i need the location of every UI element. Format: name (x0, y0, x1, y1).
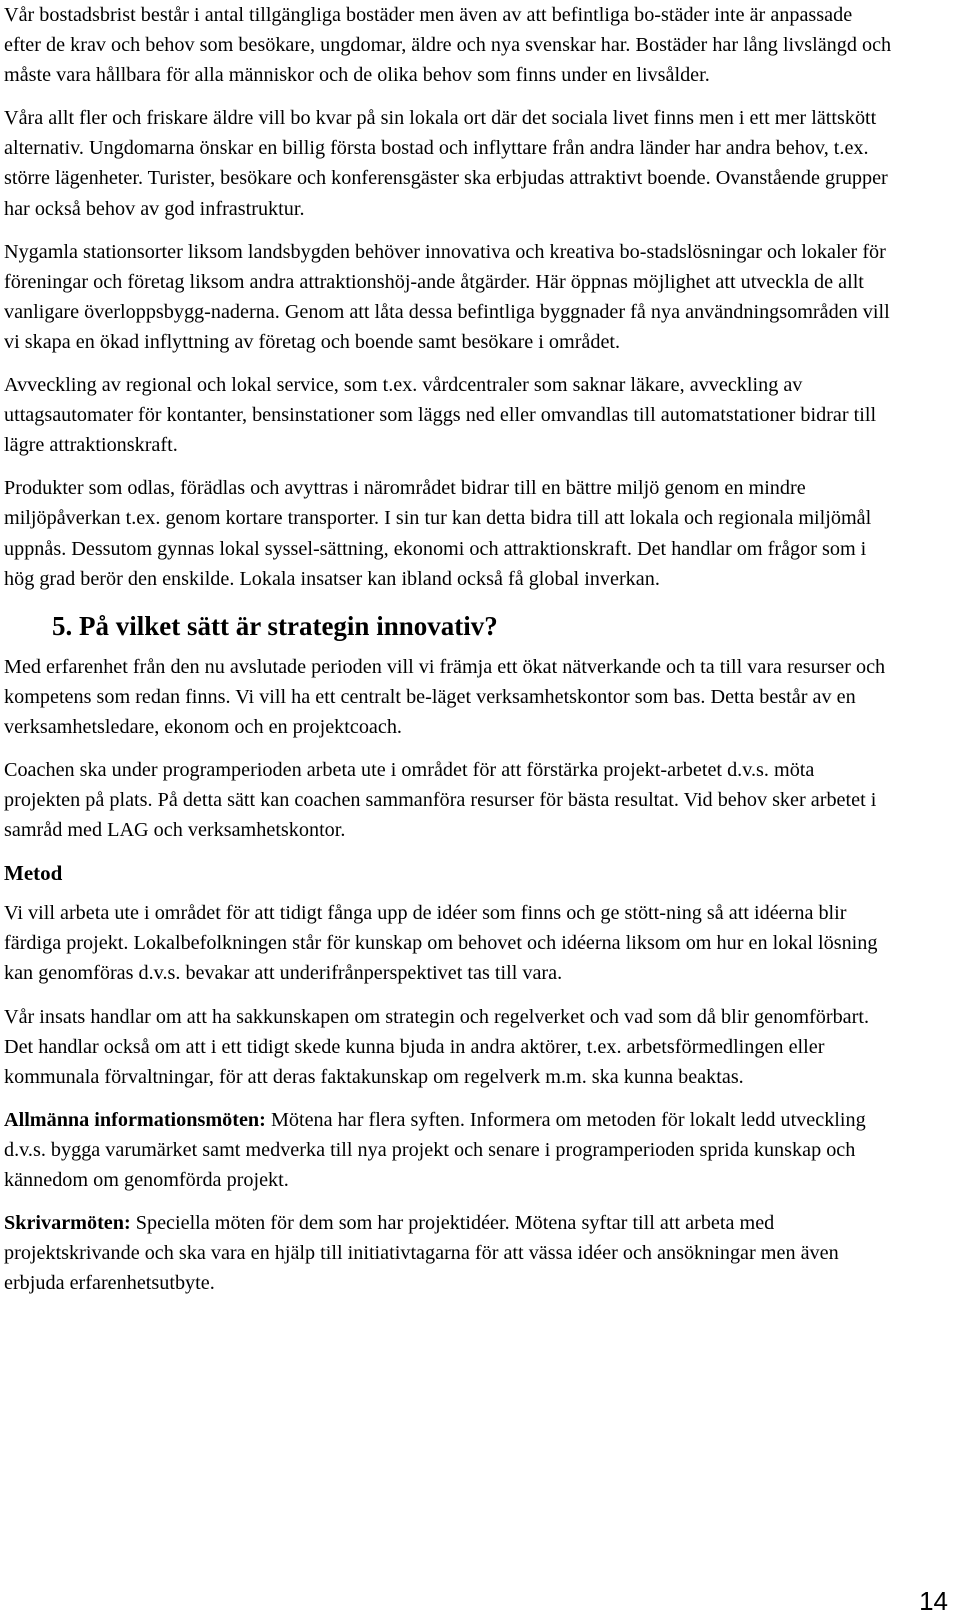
paragraph-method-expertise: Vår insats handlar om att ha sakkunskapen om strategin och regelverket och vad som då blir genomförbart. Det handlar också om att i ett tidigt skede kunna bjuda in andra aktörer, t.ex. arbetsförmedlingen eller kommunala förvaltningar, för att deras faktakunskap om regelverk m.m. ska kunna beaktas. (4, 1005, 869, 1088)
paragraph-station-towns: Nygamla stationsorter liksom landsbygden behöver innovativa och kreativa bo-stadslösningar och lokaler för föreningar och företag liksom andra attraktionshöj-ande åtgärder. Här öppnas möjlighet att utveckla de allt vanligare överloppsbygg-naderna. Genom att låta dessa befintliga byggnader få nya användningsområden vill vi skapa en ökad inflyttning av företag och boende samt besökare i området. (4, 240, 890, 353)
paragraph-experience: Med erfarenhet från den nu avslutade perioden vill vi främja ett ökat nätverkande och ta till vara resurser och kompetens som redan finns. Vi vill ha ett centralt be-läget verksamhetskontor som bas. Detta består av en verksamhetsledare, ekonom och en projektcoach. (4, 655, 886, 738)
paragraph-info-meetings (4, 1105, 892, 1195)
paragraph-method-ideas: Vi vill arbeta ute i området för att tidigt fånga upp de idéer som finns och ge stött-ning så att idéerna blir färdiga projekt. Lokalbefolkningen står för kunskap om behovet och idéerna liksom om hur en lokal lösning kan genomföras d.v.s. bevakar att underifrånperspektivet tas till vara. (4, 902, 878, 985)
writing-meetings-lead: Skrivarmöten: (4, 1212, 131, 1235)
section-heading-innovation: 5. På vilket sätt är strategin innovativ? (52, 610, 498, 641)
paragraph-writing-meetings (4, 1208, 892, 1298)
paragraph-coach: Coachen ska under programperioden arbeta ute i området för att förstärka projekt-arbetet d.v.s. möta projekten på plats. På detta sätt kan coachen sammanföra resurser för bästa resultat. Vid behov sker arbetet i samråd med LAG och verksamhetskontor. (4, 758, 877, 842)
writing-meetings-text: Speciella möten för dem som har projektidéer. Mötena syftar till att arbeta med projektskrivande och ska vara en hjälp till initiativtagarna för att vässa idéer och ansökningar men även erbjuda erfarenhetsutbyte. (4, 1212, 839, 1295)
paragraph-service-closures: Avveckling av regional och lokal service, som t.ex. vårdcentraler som saknar läkare, avveckling av uttagsautomater för kontanter, bensinstationer som läggs ned eller omvandlas till automatstationer bidrar till lägre attraktionskraft. (4, 374, 877, 457)
info-meetings-lead: Allmänna informationsmöten: (4, 1108, 266, 1131)
paragraph-local-products: Produkter som odlas, förädlas och avyttras i närområdet bidrar till en bättre miljö genom en mindre miljöpåverkan t.ex. genom kortare transporter. I sin tur kan detta bidra till att lokala och regionala miljömål uppnås. Dessutom gynnas lokal syssel-sättning, ekonomi och attraktionskraft. Det handlar om frågor som i hög grad berör den enskilde. Lokala insatser kan ibland också få global inverkan. (4, 477, 872, 590)
paragraph-housing-shortage: Vår bostadsbrist består i antal tillgängliga bostäder men även av att befintliga bo-städer inte är anpassade efter de krav och behov som besökare, ungdomar, äldre och nya svenskar har. Bostäder har lång livslängd och måste vara hållbara för alla människor och de olika behov som finns under en livsålder. (4, 4, 892, 87)
sub-heading-method: Metod (4, 861, 63, 886)
info-meetings-text: Mötena har flera syften. Informera om metoden för lokalt ledd utveckling d.v.s. bygga varumärket samt medverka till nya projekt och senare i programperioden sprida kunskap och kännedom om genomförda projekt. (4, 1108, 866, 1191)
paragraph-elderly-housing: Våra allt fler och friskare äldre vill bo kvar på sin lokala ort där det sociala livet finns men i ett mer lättskött alternativ. Ungdomarna önskar en billig första bostad och inflyttare från andra länder har andra behov, t.ex. större lägenheter. Turister, besökare och konferensgäster ska erbjudas attraktivt boende. Ovanstående grupper har också behov av god infrastruktur. (4, 107, 888, 220)
document-page (4, 0, 892, 1311)
page-number: 14 (919, 1586, 948, 1616)
